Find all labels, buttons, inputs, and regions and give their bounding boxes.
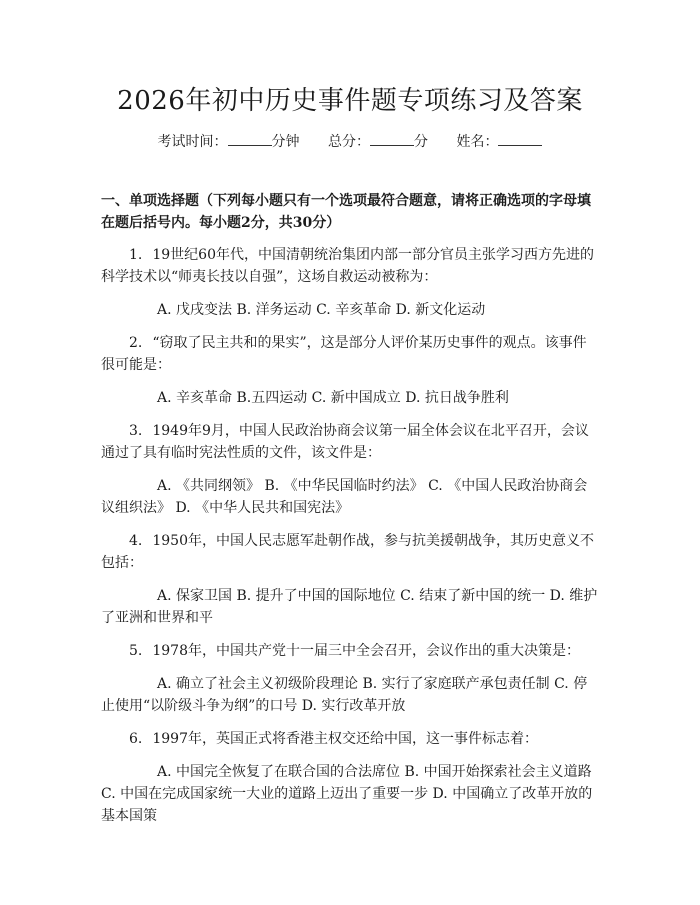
question-section	[101, 190, 600, 838]
question-number: 2.	[129, 335, 143, 351]
name-blank	[498, 131, 542, 146]
question-options: A. 戊戌变法 B. 洋务运动 C. 辛亥革命 D. 新文化运动	[157, 302, 486, 318]
time-label: 考试时间：	[157, 134, 228, 150]
question-text: 1949年9月，中国人民政治协商会议第一届全体会议在北平召开，会议通过了具有临时宪法性质的文件，该文件是：	[101, 423, 589, 461]
question-number: 1.	[129, 247, 143, 263]
question-text: 19世纪60年代，中国清朝统治集团内部一部分官员主张学习西方先进的科学技术以“师夷长技以自强”，这场自救运动被称为：	[101, 247, 594, 285]
question-stem	[101, 728, 600, 750]
question-5	[101, 640, 600, 717]
exam-meta	[0, 131, 700, 152]
question-stem	[101, 640, 600, 662]
question-2	[101, 332, 600, 409]
question-text: 1997年，英国正式将香港主权交还给中国，这一事件标志着：	[152, 731, 538, 747]
question-stem	[101, 420, 600, 464]
question-text: 1978年，中国共产党十一届三中全会召开，会议作出的重大决策是：	[152, 643, 580, 659]
question-number: 5.	[129, 643, 143, 659]
question-options: A. 辛亥革命 B.五四运动 C. 新中国成立 D. 抗日战争胜利	[157, 390, 509, 406]
question-stem	[101, 530, 600, 574]
question-number: 4.	[129, 533, 143, 549]
question-options: A. 保家卫国 B. 提升了中国的国际地位 C. 结束了新中国的统一 D. 维护了亚洲和世界和平	[101, 588, 598, 626]
question-options: A. 中国完全恢复了在联合国的合法席位 B. 中国开始探索社会主义道路 C. 中国在完成国家统一大业的道路上迈出了重要一步 D. 中国确立了改革开放的基本国策	[101, 764, 593, 824]
question-text: “窃取了民主共和的果实”，这是部分人评价某历史事件的观点。该事件很可能是：	[101, 335, 587, 373]
question-number: 6.	[129, 731, 143, 747]
question-6	[101, 728, 600, 827]
question-options: A. 《共同纲领》 B. 《中华民国临时约法》 C. 《中国人民政治协商会议组织法》 D. 《中华人民共和国宪法》	[101, 478, 588, 516]
time-unit: 分钟	[271, 134, 300, 150]
score-unit: 分	[414, 134, 428, 150]
question-options: A. 确立了社会主义初级阶段理论 B. 实行了家庭联产承包责任制 C. 停止使用“以阶级斗争为纲”的口号 D. 实行改革开放	[101, 676, 588, 714]
name-label: 姓名：	[456, 134, 499, 150]
page-title: 2026年初中历史事件题专项练习及答案	[117, 86, 583, 116]
question-4	[101, 530, 600, 629]
question-1	[101, 244, 600, 321]
question-number: 3.	[129, 423, 143, 439]
time-blank	[228, 131, 272, 146]
question-3	[101, 420, 600, 519]
score-blank	[370, 131, 414, 146]
exam-name	[456, 131, 542, 152]
section-title: 一、单项选择题（下列每小题只有一个选项最符合题意，请将正确选项的字母填在题后括号内。每小题2分，共30分）	[101, 193, 591, 231]
exam-time	[158, 131, 300, 152]
question-stem	[101, 332, 600, 376]
question-text: 1950年，中国人民志愿军赴朝作战，参与抗美援朝战争，其历史意义不包括：	[101, 533, 594, 571]
question-stem	[101, 244, 600, 288]
exam-score	[328, 131, 428, 152]
score-label: 总分：	[328, 134, 370, 150]
